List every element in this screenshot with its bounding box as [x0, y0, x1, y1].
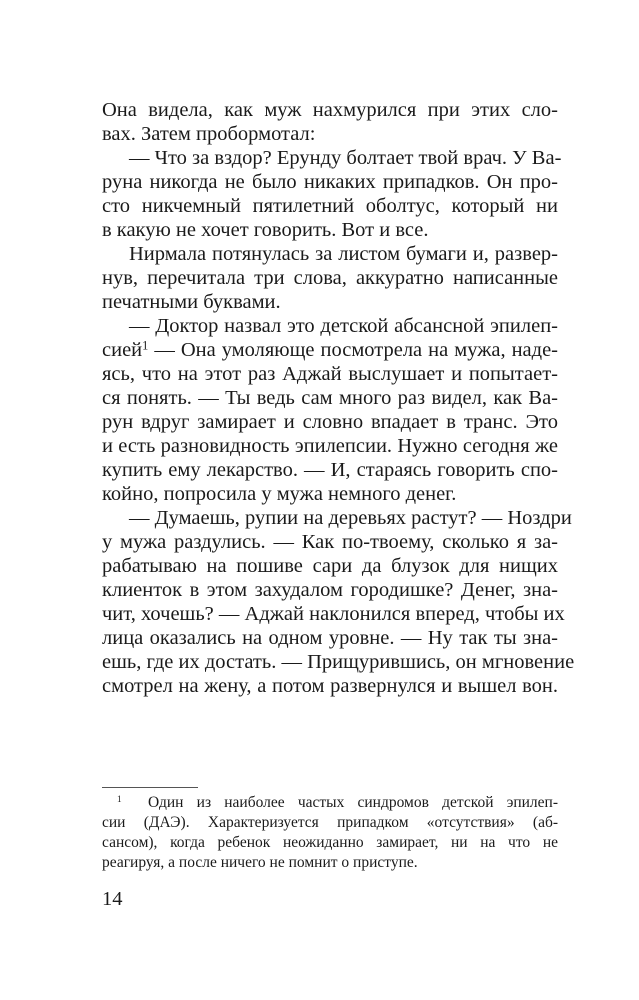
text-line: Нирмала потянулась за листом бумаги и, развер- — [129, 243, 558, 265]
footnote-divider — [102, 787, 198, 788]
footnote-line: реагируя, а после ничего не помнит о приступе. — [102, 854, 418, 871]
text-line: — Думаешь, рупии на деревьях растут? — Ноздри — [129, 507, 572, 529]
text-line: Она видела, как муж нахмурился при этих сло- — [102, 99, 558, 121]
text-line: смотрел на жену, а потом развернулся и вышел вон. — [102, 675, 558, 697]
footnote-ref: 1 — [142, 338, 149, 353]
text-line: чит, хочешь? — Аджай наклонился вперед, чтобы их — [102, 603, 565, 625]
text-line-with-footnote-ref — [102, 338, 558, 362]
text-line: купить ему лекарство. — И, стараясь говорить спо- — [102, 459, 558, 481]
text-line: койно, попросила у мужа немного денег. — [102, 483, 457, 505]
footnote-line — [117, 793, 558, 813]
text-line: нув, перечитала три слова, аккуратно написанные — [102, 267, 558, 289]
text-line: — Доктор назвал это детской абсансной эпилеп- — [129, 315, 558, 337]
text-line: печатными буквами. — [102, 291, 281, 313]
footnote-marker: 1 — [117, 794, 122, 805]
footnote-line: сии (ДАЭ). Характеризуется припадком «отсутствия» (аб- — [102, 814, 558, 831]
text-line: руна никогда не было никаких припадков. Он про- — [102, 171, 558, 193]
text-line: в какую не хочет говорить. Вот и все. — [102, 219, 429, 241]
text-line: ешь, где их достать. — Прищурившись, он мгновение — [102, 651, 575, 673]
text-fragment: сией — [102, 339, 143, 361]
text-line: — Что за вздор? Ерунду болтает твой врач. У Ва- — [129, 147, 562, 169]
text-line: вах. Затем пробормотал: — [102, 123, 316, 145]
text-line: ся понять. — Ты ведь сам много раз видел, как Ва- — [102, 387, 558, 409]
footnote-line: сансом), когда ребенок неожиданно замирает, ни на что не — [102, 834, 558, 851]
page-number: 14 — [102, 888, 123, 910]
text-line: ясь, что на этот раз Аджай выслушает и попытает- — [102, 363, 558, 385]
text-line: у мужа раздулись. — Как по-твоему, сколько я за- — [102, 531, 558, 553]
text-line: рун вдруг замирает и словно впадает в транс. Это — [102, 411, 558, 433]
footnote-text: Один из наиболее частых синдромов детской эпилеп- — [148, 794, 559, 811]
text-line: рабатываю на пошиве сари да блузок для нищих — [102, 555, 558, 577]
text-line: сто никчемный пятилетний оболтус, который ни — [102, 195, 558, 217]
text-line: и есть разновидность эпилепсии. Нужно сегодня же — [102, 435, 558, 457]
text-fragment: — Она умоляюще посмотрела на мужа, наде- — [154, 339, 559, 361]
text-line: клиенток в этом захудалом городишке? Денег, зна- — [102, 579, 558, 601]
text-line: лица оказались на одном уровне. — Ну так ты зна- — [102, 627, 558, 649]
